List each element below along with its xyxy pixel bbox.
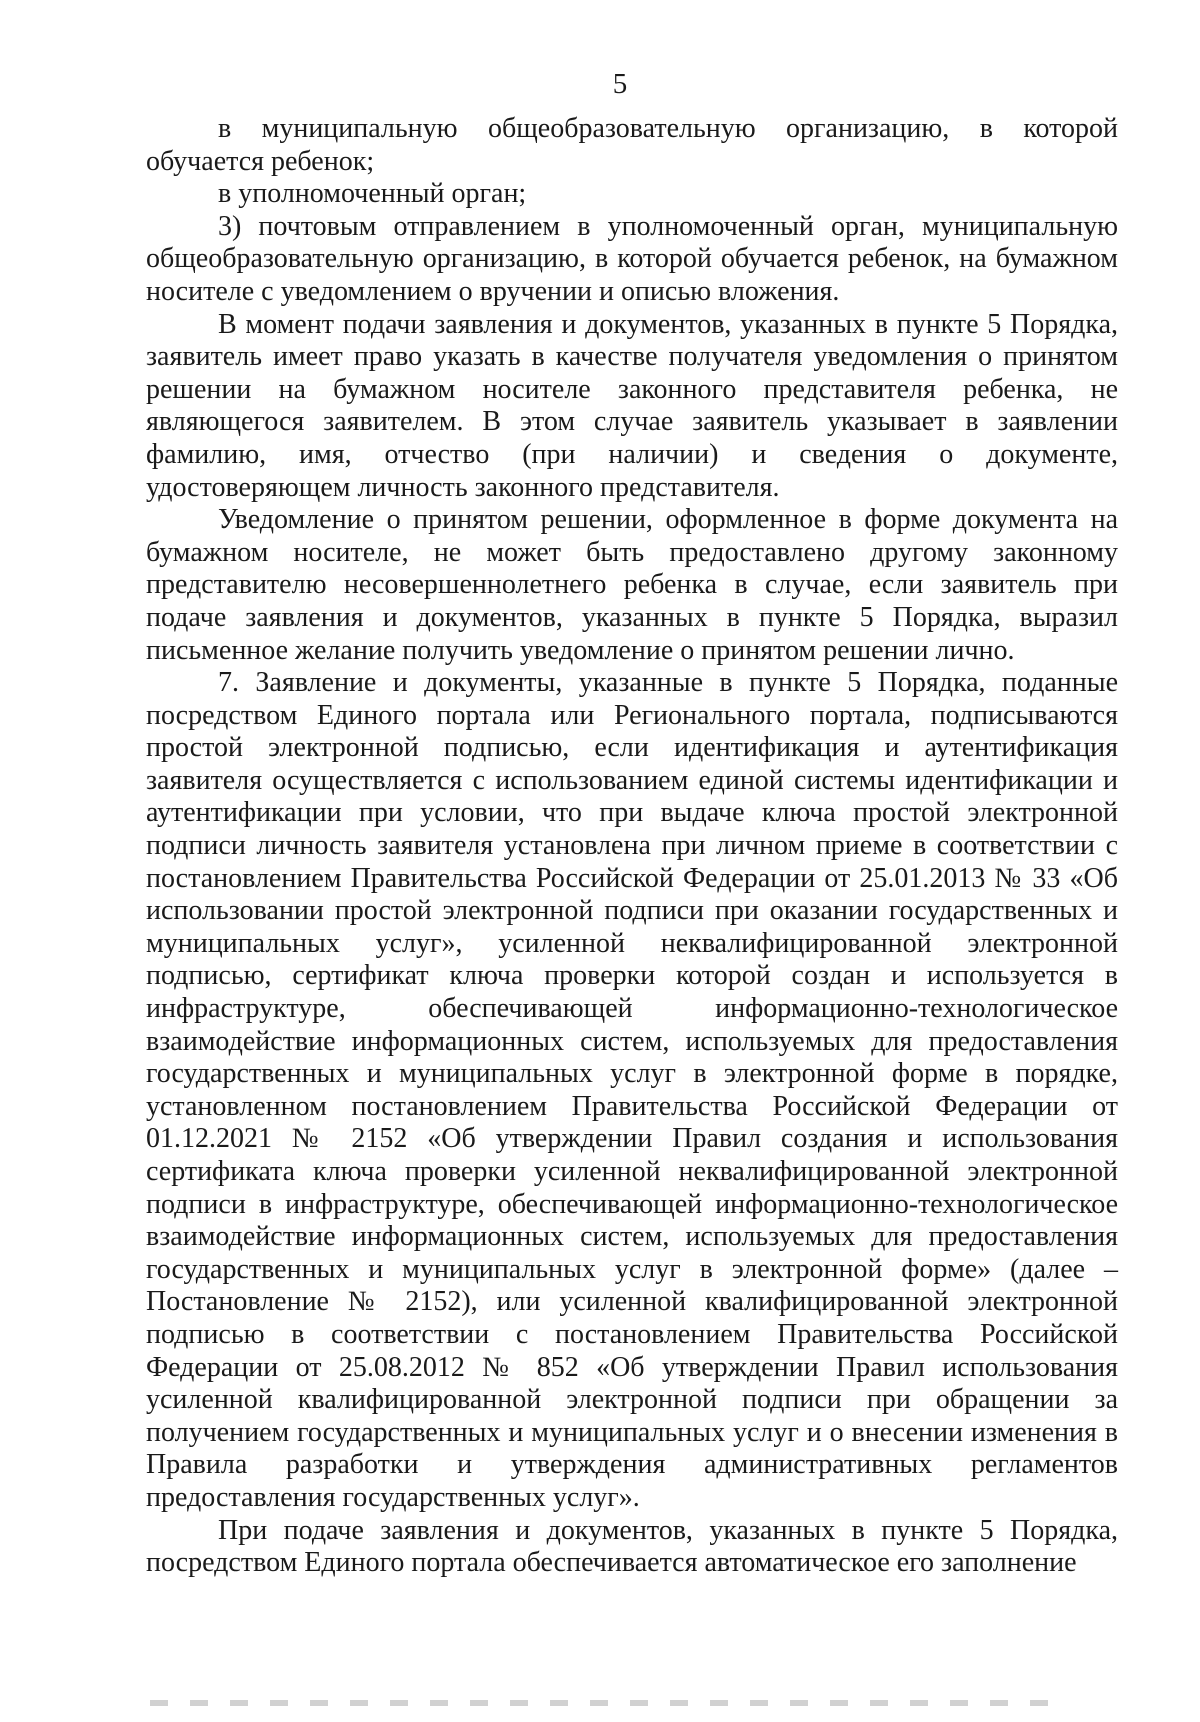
paragraph: 3) почтовым отправлением в уполномоченный орган, муниципальную общеобразовательную организацию, в которой обучается ребенок, на бумажном носителе с уведомлением о вручении и описью вложения. [146, 210, 1118, 307]
paragraph: в уполномоченный орган; [218, 178, 527, 210]
paragraph: Уведомление о принятом решении, оформленное в форме документа на бумажном носителе, не может быть предоставлено другому законному представителю несовершеннолетнего ребенка в случае, если заявитель при подаче заявления и документов, указанных в пункте 5 Порядка, выразил письменное желание получить уведомление о принятом решении лично. [146, 504, 1118, 666]
paragraph: 7. Заявление и документы, указанные в пункте 5 Порядка, поданные посредством Единого портала или Регионального портала, подписываются простой электронной подписью, если идентификация и аутентификация заявителя осуществляется с использованием единой системы идентификации и аутентификации при условии, что при выдаче ключа простой электронной подписи личность заявителя установлена при личном приеме в соответствии с постановлением Правительства Российской Федерации от 25.01.2013 № 33 «Об использовании простой электронной подписи при оказании государственных и муниципальных услуг», усиленной неквалифицированной электронной подписью, сертификат ключа проверки которой создан и используется в инфраструктуре, обеспечивающей информационно-технологическое взаимодействие информационных систем, используемых для предоставления государственных и муниципальных услуг в электронной форме в порядке, установленном постановлением Правительства Российской Федерации от 01.12.2021 № 2152 «Об утверждении Правил создания и использования сертификата ключа проверки усиленной неквалифицированной электронной подписи в инфраструктуре, обеспечивающей информационно-технологическое взаимодействие информационных систем, используемых для предоставления государственных и муниципальных услуг в электронной форме» (далее – Постановление № 2152), или усиленной квалифицированной электронной подписью в соответствии с постановлением Правительства Российской Федерации от 25.08.2012 № 852 «Об утверждении Правил использования усиленной квалифицированной электронной подписи при обращении за получением государственных и муниципальных услуг и о внесении изменения в Правила разработки и утверждения административных регламентов предоставления государственных услуг». [146, 667, 1118, 1513]
paragraph: При подаче заявления и документов, указанных в пункте 5 Порядка, посредством Единого портала обеспечивается автоматическое его заполнение [146, 1514, 1118, 1579]
document-body [146, 113, 1118, 1580]
paragraph: В момент подачи заявления и документов, указанных в пункте 5 Порядка, заявитель имеет право указать в качестве получателя уведомления о принятом решении на бумажном носителе законного представителя ребенка, не являющегося заявителем. В этом случае заявитель указывает в заявлении фамилию, имя, отчество (при наличии) и сведения о документе, удостоверяющем личность законного представителя. [146, 308, 1118, 503]
paragraph: в муниципальную общеобразовательную организацию, в которой обучается ребенок; [146, 113, 1118, 177]
page-number: 5 [612, 68, 628, 100]
scan-edge-artifact [150, 1700, 1050, 1706]
